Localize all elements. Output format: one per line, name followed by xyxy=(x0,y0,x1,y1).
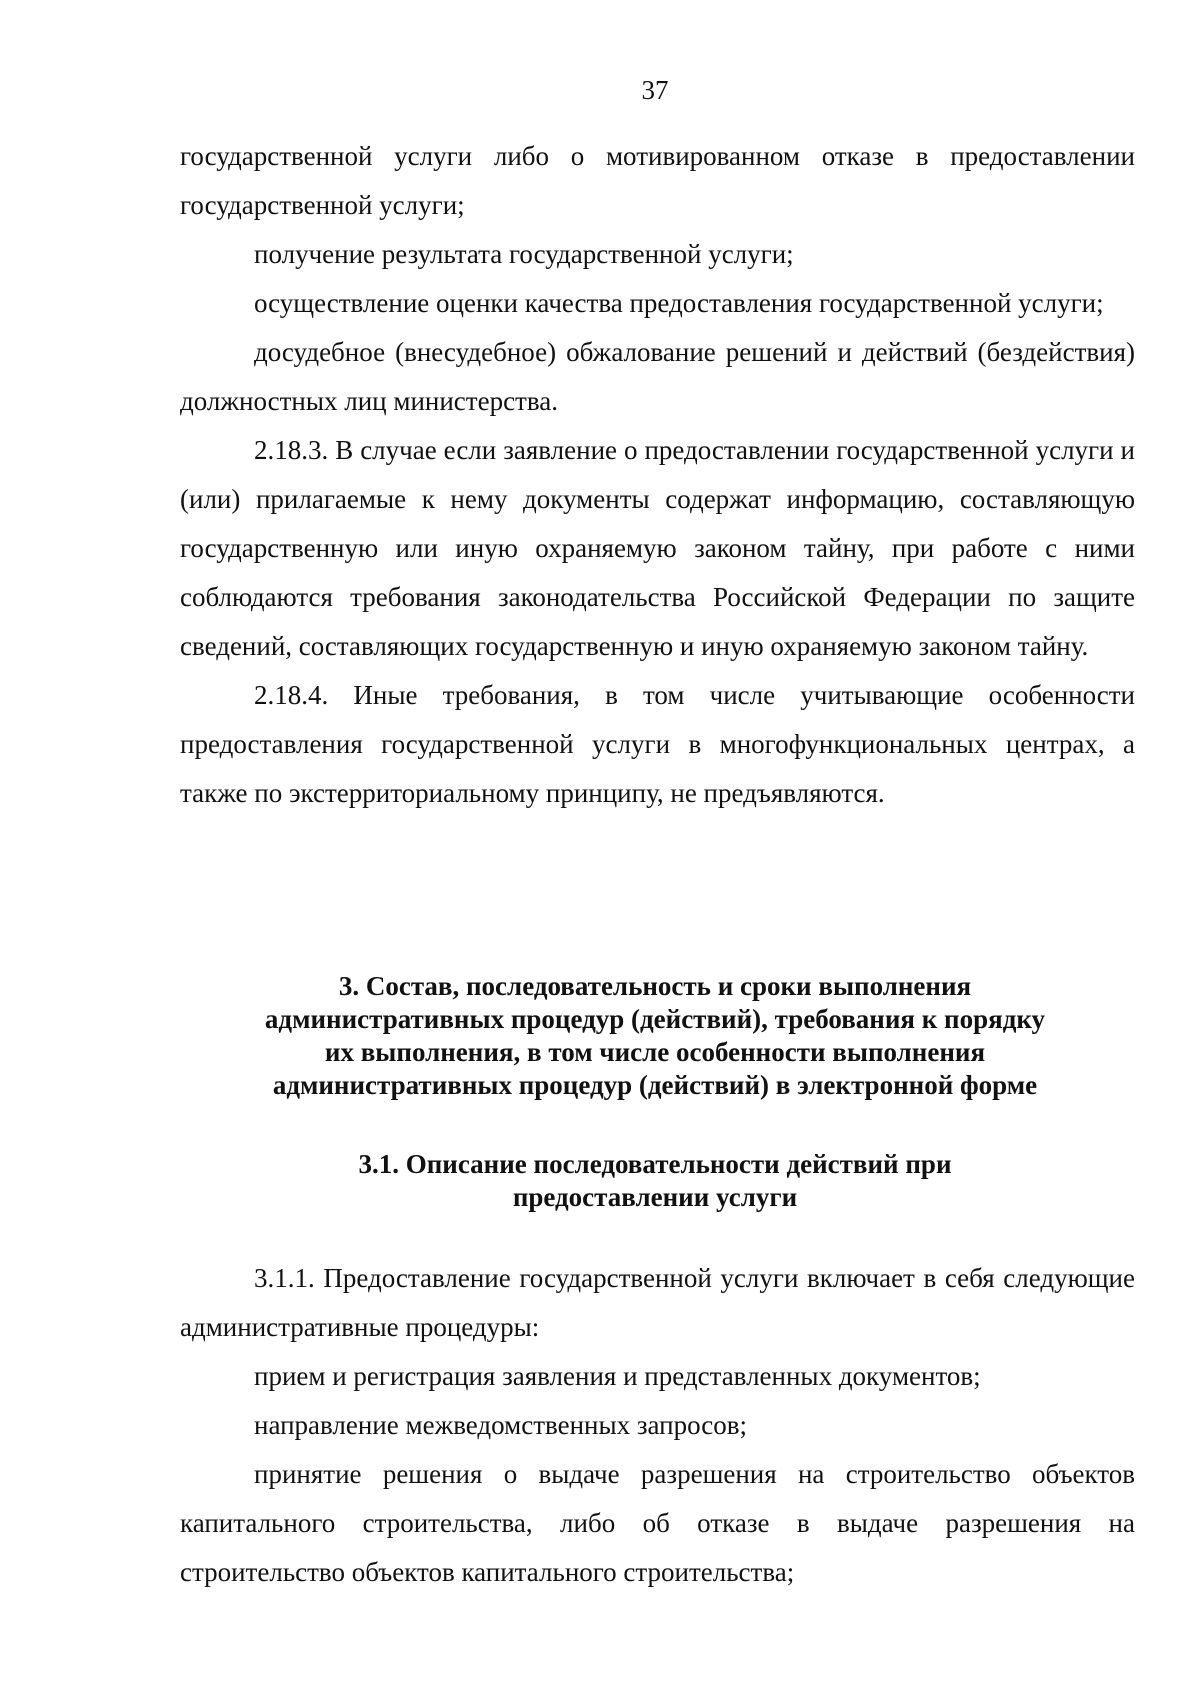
heading-line: 3.1. Описание последовательности действий при xyxy=(358,1149,952,1179)
paragraph: досудебное (внесудебное) обжалование решений и действий (бездействия) должностных лиц министерства. xyxy=(180,337,1135,416)
paragraph: направление межведомственных запросов; xyxy=(254,1410,748,1440)
body-text-block xyxy=(180,1254,1135,1597)
heading-line: предоставлении услуги xyxy=(512,1182,798,1212)
paragraph: получение результата государственной услуги; xyxy=(254,239,794,269)
heading-line: административных процедур (действий), требования к порядку xyxy=(264,1004,1046,1034)
heading-line: 3. Состав, последовательность и сроки выполнения xyxy=(338,971,972,1001)
paragraph: 2.18.3. В случае если заявление о предоставлении государственной услуги и (или) прилагаемые к нему документы содержат информацию, составляющую государственную или иную охраняемую законом тайну, при работе с ними соблюдаются требования законодательства Российской Федерации по защите сведений, составляющих государственную и иную охраняемую законом тайну. xyxy=(180,435,1135,661)
paragraph: прием и регистрация заявления и представленных документов; xyxy=(254,1361,981,1391)
body-text-block xyxy=(180,132,1135,818)
heading-line: их выполнения, в том числе особенности выполнения xyxy=(324,1037,986,1067)
page-number: 37 xyxy=(641,75,669,105)
paragraph: 3.1.1. Предоставление государственной услуги включает в себя следующие административные процедуры: xyxy=(180,1263,1135,1342)
heading-line: административных процедур (действий) в электронной форме xyxy=(272,1070,1038,1100)
paragraph: 2.18.4. Иные требования, в том числе учитывающие особенности предоставления государственной услуги в многофункциональных центрах, а также по экстерриториальному принципу, не предъявляются. xyxy=(180,680,1135,808)
subsection-heading xyxy=(170,1148,1140,1214)
section-heading xyxy=(170,970,1140,1102)
paragraph: принятие решения о выдаче разрешения на строительство объектов капитального строительства, либо об отказе в выдаче разрешения на строительство объектов капитального строительства; xyxy=(180,1459,1135,1587)
paragraph: осуществление оценки качества предоставления государственной услуги; xyxy=(254,288,1104,318)
paragraph: государственной услуги либо о мотивированном отказе в предоставлении государственной услуги; xyxy=(180,141,1135,220)
